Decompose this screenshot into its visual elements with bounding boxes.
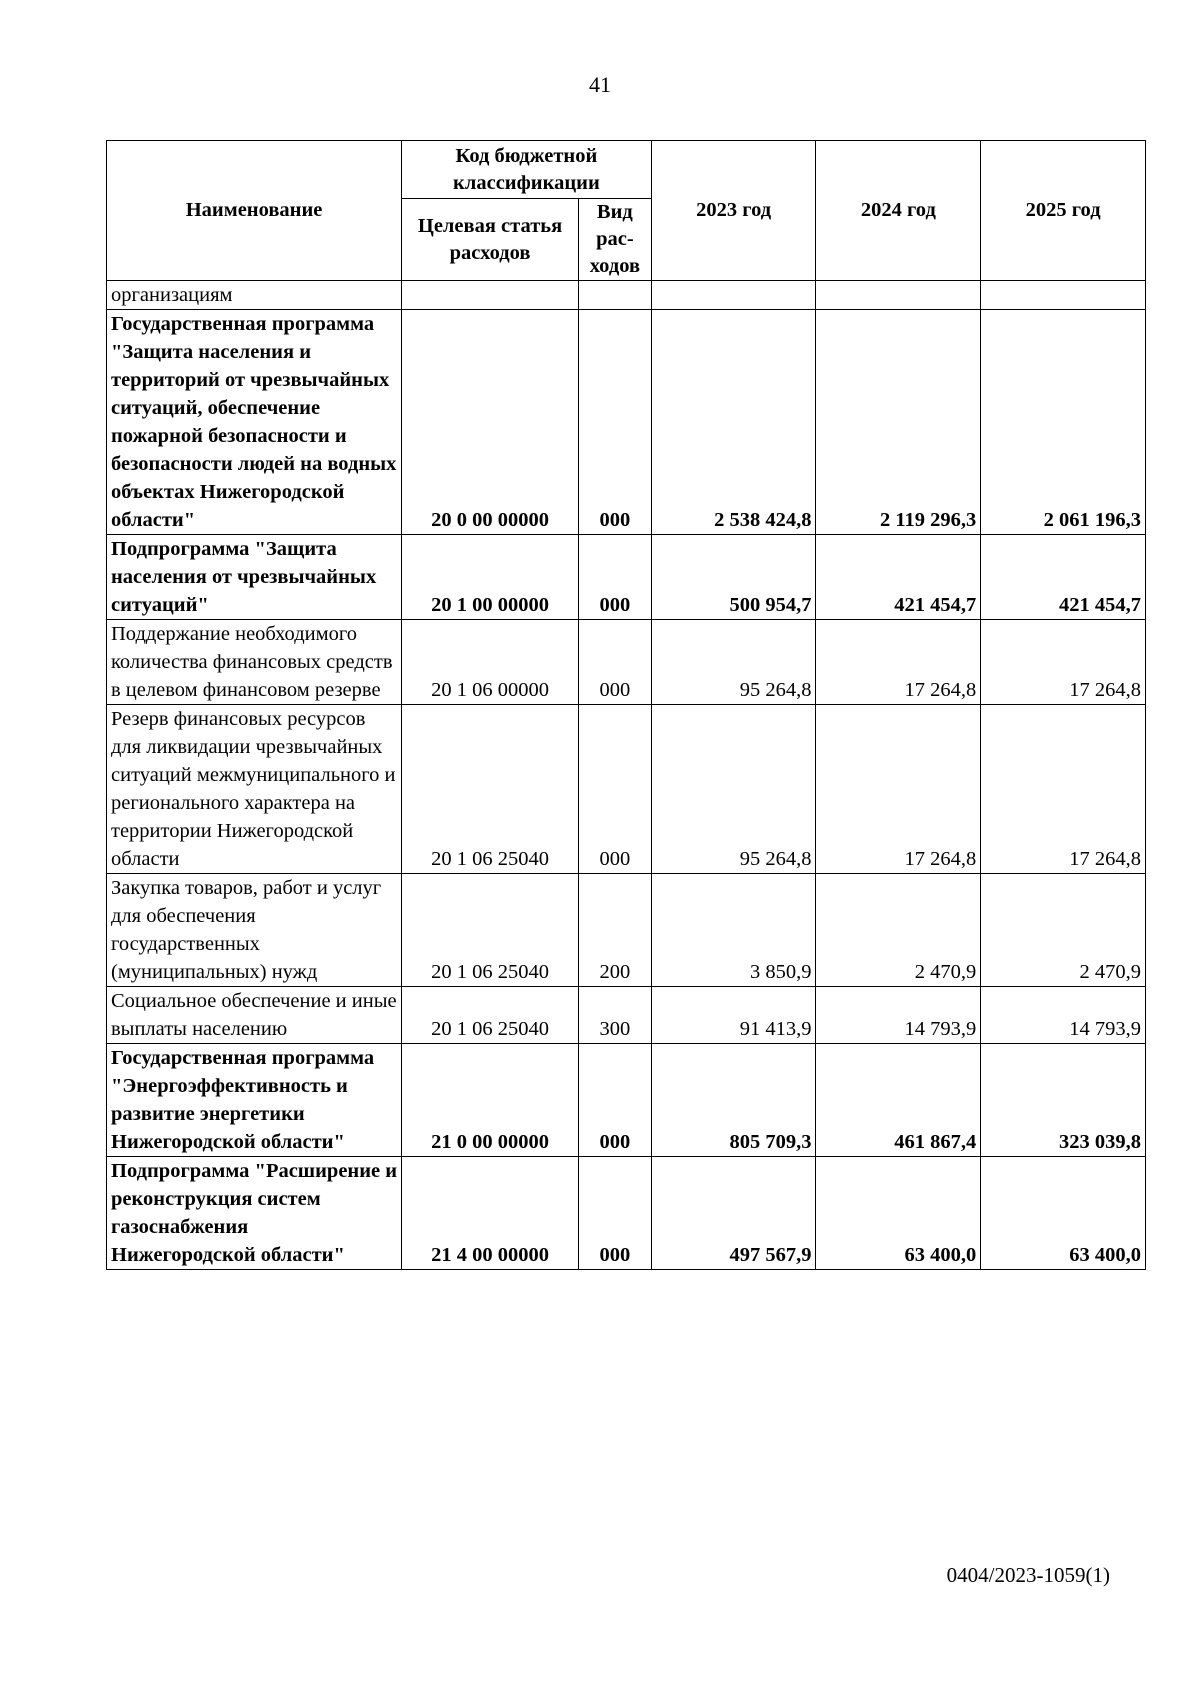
table-row <box>107 1044 1146 1157</box>
row-name: Резерв финансовых ресурсов для ликвидации чрезвычайных ситуаций межмуниципального и регионального характера на территории Нижегородской области <box>107 705 402 874</box>
row-value-2024: 14 793,9 <box>816 987 981 1044</box>
row-target-article: 20 1 06 25040 <box>402 874 579 987</box>
table-row <box>107 535 1146 620</box>
row-target-article: 21 0 00 00000 <box>402 1044 579 1157</box>
row-value-2023: 3 850,9 <box>651 874 816 987</box>
row-value-2024: 461 867,4 <box>816 1044 981 1157</box>
row-target-article: 20 1 00 00000 <box>402 535 579 620</box>
document-code: 0404/2023-1059(1) <box>946 1563 1110 1587</box>
row-target-article: 20 0 00 00000 <box>402 310 579 535</box>
row-value-2023: 497 567,9 <box>651 1157 816 1270</box>
row-value-2024: 63 400,0 <box>816 1157 981 1270</box>
row-value-2025: 421 454,7 <box>981 535 1146 620</box>
row-value-2023: 2 538 424,8 <box>651 310 816 535</box>
row-name: Социальное обеспечение и иные выплаты населению <box>107 987 402 1044</box>
row-value-2024: 17 264,8 <box>816 620 981 705</box>
row-target-article: 20 1 06 25040 <box>402 705 579 874</box>
header-target-article: Целевая статья расходов <box>402 199 579 281</box>
row-value-2025: 63 400,0 <box>981 1157 1146 1270</box>
row-value-2024: 2 470,9 <box>816 874 981 987</box>
header-year-2025: 2025 год <box>981 141 1146 281</box>
row-value-2025 <box>981 281 1146 310</box>
row-expense-kind: 000 <box>578 1157 651 1270</box>
row-value-2024 <box>816 281 981 310</box>
header-year-2023: 2023 год <box>651 141 816 281</box>
table-row <box>107 281 1146 310</box>
row-target-article: 20 1 06 00000 <box>402 620 579 705</box>
row-value-2023: 805 709,3 <box>651 1044 816 1157</box>
row-value-2023: 91 413,9 <box>651 987 816 1044</box>
header-year-2024: 2024 год <box>816 141 981 281</box>
row-target-article: 21 4 00 00000 <box>402 1157 579 1270</box>
row-name: Поддержание необходимого количества финансовых средств в целевом финансовом резерве <box>107 620 402 705</box>
budget-table <box>106 140 1146 1270</box>
row-value-2023: 95 264,8 <box>651 705 816 874</box>
row-value-2024: 421 454,7 <box>816 535 981 620</box>
row-expense-kind: 000 <box>578 310 651 535</box>
table-body <box>107 281 1146 1270</box>
table-row <box>107 310 1146 535</box>
row-name: Государственная программа "Энергоэффективность и развитие энергетики Нижегородской области" <box>107 1044 402 1157</box>
row-value-2023: 500 954,7 <box>651 535 816 620</box>
row-value-2023 <box>651 281 816 310</box>
row-name: организациям <box>107 281 402 310</box>
table-row <box>107 620 1146 705</box>
row-value-2025: 17 264,8 <box>981 705 1146 874</box>
row-value-2024: 2 119 296,3 <box>816 310 981 535</box>
row-target-article: 20 1 06 25040 <box>402 987 579 1044</box>
table-row <box>107 1157 1146 1270</box>
row-value-2025: 17 264,8 <box>981 620 1146 705</box>
row-expense-kind: 000 <box>578 620 651 705</box>
row-expense-kind: 000 <box>578 1044 651 1157</box>
page-number: 41 <box>589 72 611 97</box>
row-expense-kind <box>578 281 651 310</box>
table-header <box>107 141 1146 281</box>
row-name: Государственная программа "Защита населения и территорий от чрезвычайных ситуаций, обеспечение пожарной безопасности и безопасности людей на водных объектах Нижегородской области" <box>107 310 402 535</box>
row-value-2024: 17 264,8 <box>816 705 981 874</box>
row-value-2023: 95 264,8 <box>651 620 816 705</box>
header-expense-kind: Вид рас-ходов <box>578 199 651 281</box>
header-code-group: Код бюджетной классификации <box>402 141 652 199</box>
row-target-article <box>402 281 579 310</box>
row-expense-kind: 300 <box>578 987 651 1044</box>
row-value-2025: 2 470,9 <box>981 874 1146 987</box>
row-value-2025: 14 793,9 <box>981 987 1146 1044</box>
row-name: Подпрограмма "Расширение и реконструкция систем газоснабжения Нижегородской области" <box>107 1157 402 1270</box>
table-row <box>107 987 1146 1044</box>
row-value-2025: 2 061 196,3 <box>981 310 1146 535</box>
row-name: Закупка товаров, работ и услуг для обеспечения государственных (муниципальных) нужд <box>107 874 402 987</box>
row-expense-kind: 200 <box>578 874 651 987</box>
row-expense-kind: 000 <box>578 705 651 874</box>
table-row <box>107 705 1146 874</box>
header-name: Наименование <box>107 141 402 281</box>
table-row <box>107 874 1146 987</box>
row-name: Подпрограмма "Защита населения от чрезвычайных ситуаций" <box>107 535 402 620</box>
row-value-2025: 323 039,8 <box>981 1044 1146 1157</box>
row-expense-kind: 000 <box>578 535 651 620</box>
